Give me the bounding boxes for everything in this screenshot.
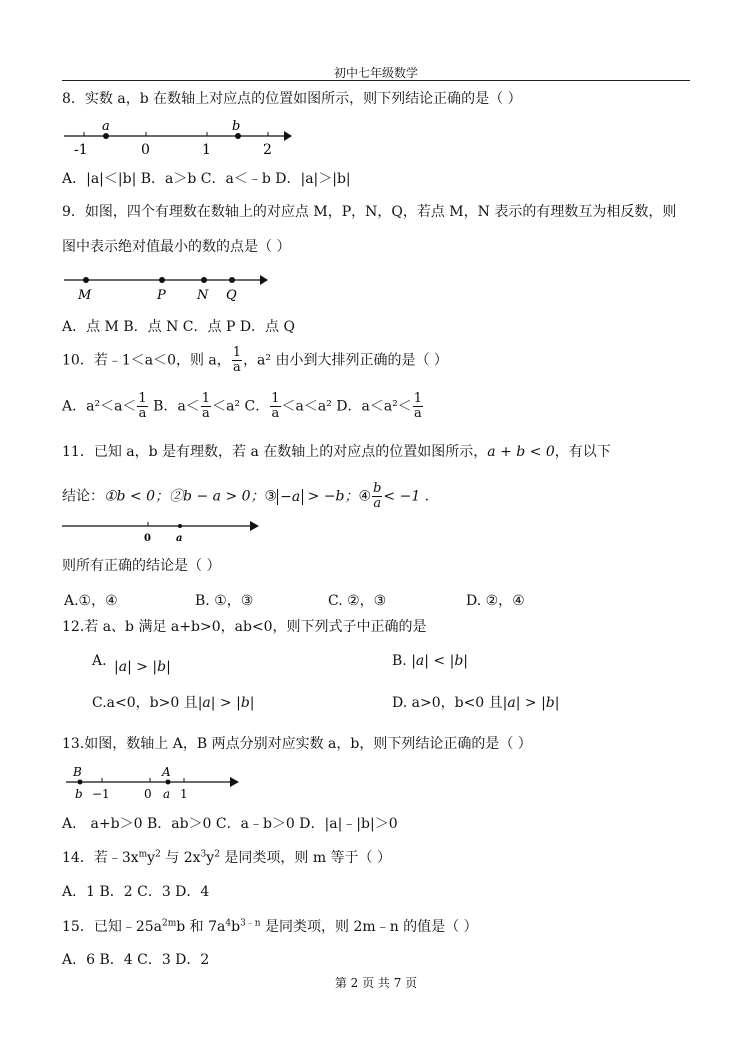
- q9-point-p: [159, 277, 165, 283]
- q13-point-upper: B: [73, 765, 82, 779]
- q10-stem: [62, 346, 448, 375]
- q11-option-d: D. ②，④: [466, 593, 525, 609]
- q9-stem-line2: 图中表示绝对值最小的数的点是（ ）: [62, 239, 291, 255]
- q10-options: A．a²＜a＜ $\frac{1}{a}$ B．a＜ $\frac{1}{a}$ ＜a² C． $\frac{1}{a}$ ＜a＜a² D．a＜a²＜ $\frac{1}{a}$: [62, 391, 423, 421]
- page-footer: 第 2 页 共 7 页: [334, 976, 418, 990]
- page-header: 初中七年级数学: [333, 66, 418, 80]
- q9-stem-line1: 9．如图，四个有理数在数轴上的对应点 M，P，N，Q，若点 M，N 表示的有理数互为相反数，则: [62, 204, 677, 220]
- q8-tick-label: 0: [141, 142, 150, 158]
- q12-option-a-expr: |a| > |b|: [114, 659, 171, 675]
- q10-fraction: $\frac{1}{a}$: [232, 345, 242, 375]
- q9-point-label: P: [157, 288, 166, 303]
- q9-point-m: [83, 277, 89, 283]
- q9-options: A．点 M B．点 N C．点 P D．点 Q: [62, 319, 295, 335]
- q13-tick-label: 1: [180, 787, 188, 801]
- q11-stem: 11．已知 a，b 是有理数，若 a 在数轴上的对应点的位置如图所示，a + b < 0，有以下: [62, 444, 611, 460]
- q11-point-a: [178, 524, 182, 528]
- q8-stem: 8．实数 a，b 在数轴上对应点的位置如图所示，则下列结论正确的是（ ）: [62, 91, 522, 107]
- q8-arrow: [284, 131, 292, 141]
- q9-point-label: Q: [226, 288, 237, 303]
- q13-point-lower: a: [163, 787, 171, 801]
- q13-stem: 13.如图，数轴上 A，B 两点分别对应实数 a，b，则下列结论正确的是（ ）: [62, 736, 532, 752]
- q9-point-n: [201, 277, 207, 283]
- q13-point-upper: A: [162, 765, 171, 779]
- q13-arrow: [230, 777, 239, 787]
- q15-options: A．6 B．4 C．3 D．2: [62, 952, 210, 968]
- q9-number-line: [64, 270, 284, 306]
- q11-option-a: A.①，④: [64, 593, 118, 609]
- q9-arrow: [260, 275, 268, 285]
- q13-tick-label: −1: [92, 787, 110, 801]
- q12-option-c: C.a<0，b>0 且|a| > |b|: [92, 695, 255, 711]
- q12-option-d: D. a>0，b<0 且|a| > |b|: [392, 695, 560, 711]
- q11-point-label: a: [176, 533, 183, 544]
- q11-option-c: C. ②，③: [328, 593, 387, 609]
- q8-point-label: b: [232, 119, 241, 134]
- q13-point-lower: b: [75, 787, 83, 801]
- q14-options: A．1 B．2 C．3 D．4: [62, 884, 210, 900]
- q11-option-b: B. ①，③: [195, 593, 254, 609]
- q10-stem-text: ，a² 由小到大排列正确的是（ ）: [243, 352, 448, 369]
- q13-options: A． a+b＞0 B．ab＞0 C．a﹣b＞0 D．|a|﹣|b|＞0: [62, 816, 398, 832]
- q11-question: 则所有正确的结论是（ ）: [62, 558, 221, 574]
- q8-options: A．|a|＜|b| B．a＞b C．a＜﹣b D．|a|＞|b|: [62, 171, 351, 187]
- q8-tick-label: 2: [263, 142, 272, 158]
- q14-stem: 14．若$﹣3x^my^2$ 与 $2x^3y^2$ 是同类项，则 m 等于（ ）: [62, 849, 391, 866]
- q12-option-b: B. |a| < |b|: [392, 653, 469, 669]
- q8-tick-label: 1: [202, 142, 211, 158]
- header-rule: [62, 80, 690, 81]
- q8-point-label: a: [102, 119, 110, 134]
- q13-point-a: [166, 780, 171, 785]
- q11-tick-label: 0: [144, 533, 151, 544]
- q15-stem: 15．已知$﹣25a^{2m}b$ 和 $7a^4b^{3﹣n}$ 是同类项，则 2m﹣n 的值是（ ）: [62, 918, 478, 935]
- q11-arrow: [250, 521, 259, 531]
- q13-point-b: [78, 780, 83, 785]
- q9-point-label: M: [78, 288, 92, 303]
- q12-option-a: A.: [92, 653, 107, 669]
- q9-point-q: [229, 277, 235, 283]
- q13-tick-label: 0: [144, 787, 152, 801]
- q10-stem-text: 10．若﹣1＜a＜0，则 a，: [62, 352, 231, 369]
- q13-number-line: [66, 764, 266, 804]
- q8-number-line: [64, 118, 294, 158]
- q9-point-label: N: [197, 288, 209, 303]
- q11-number-line: [62, 516, 282, 546]
- q11-condition: a + b < 0: [487, 444, 555, 460]
- q11-conclusions: 结论：①b < 0；②b − a > 0；③ −a > −b；④ $\frac{b}{a}$ < −1 .: [62, 481, 430, 511]
- q12-stem: 12.若 a、b 满足 a+b>0，ab<0，则下列式子中正确的是: [62, 619, 427, 635]
- q8-tick-label: -1: [74, 142, 88, 158]
